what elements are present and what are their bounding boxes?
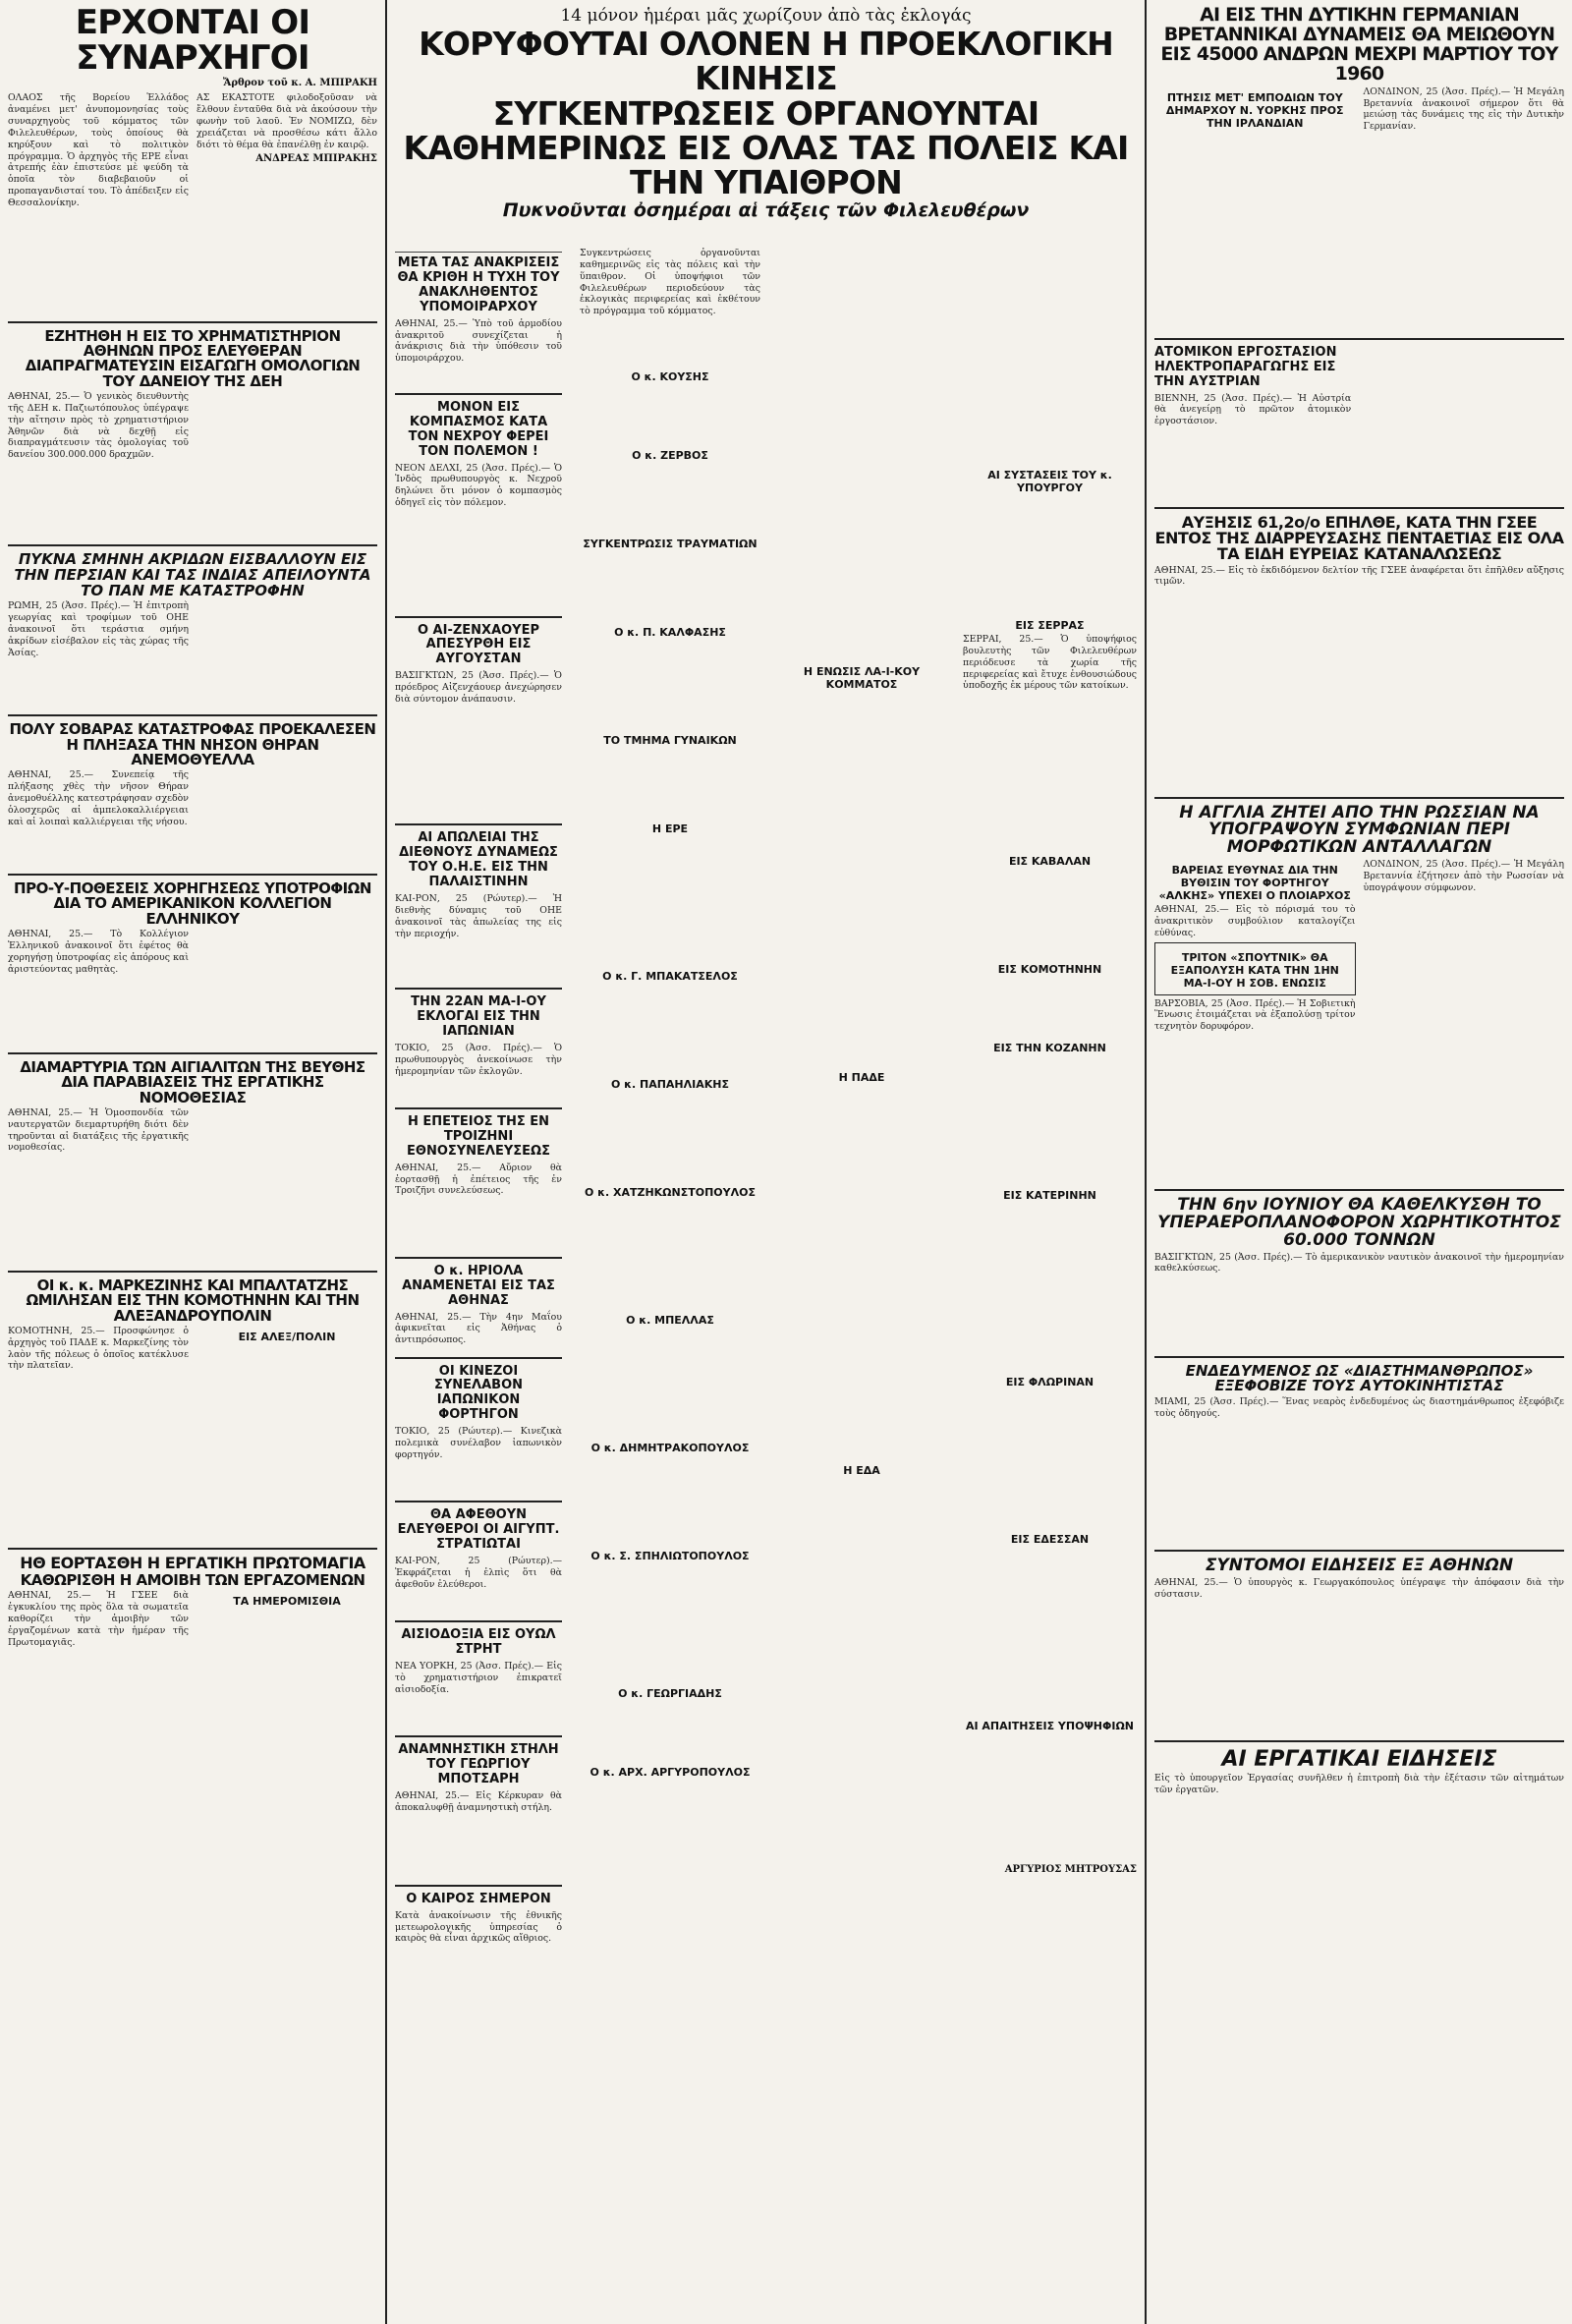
editorial-byline: Ἄρθρον τοῦ κ. Α. ΜΠΙΡΑΚΗ [223,78,377,89]
story-title: Η ΕΠΕΤΕΙΟΣ ΤΗΣ ΕΝ ΤΡΟΙΖΗΝΙ ΕΘΝΟΣΥΝΕΛΕΥΣΕΩΣ [407,1113,550,1159]
section-subhead: ΣΥΓΚΕΝΤΡΩΣΙΣ ΤΡΑΥΜΑΤΙΩΝ [583,538,758,550]
story-title: ΟΙ ΚΙΝΕΖΟΙ ΣΥΝΕΛΑΒΟΝ ΙΑΠΩΝΙΚΟΝ ΦΟΡΤΗΓΟΝ [433,1363,524,1423]
divider [8,544,377,546]
center-left-column [387,248,570,2324]
story-text: ΚΑΙ-ΡΟΝ, 25 (Ρώυτερ).— Ἡ διεθνὴς δύναμις τοῦ ΟΗΕ ἀνακοινοῖ τὰς ἀπωλείας της εἰς τὴν περιοχήν. [395,893,562,939]
section-subhead: ΕΙΣ ΦΛΩΡΙΝΑΝ [1005,1376,1095,1389]
section-subhead: ΑΙ ΣΥΣΤΑΣΕΙΣ ΤΟΥ κ. ΥΠΟΥΡΓΟΥ [987,469,1112,494]
story-text: ΑΘΗΝΑΙ, 25.— Ἡ ΓΣΕΕ διὰ ἐγκυκλίου της πρὸς ὅλα τὰ σωματεῖα καθορίζει τὴν ἀμοιβὴν τῶν ἐργαζομένων κατὰ τὴν ἡμέραν τῆς Πρωτομαγιᾶς. [8,1590,189,1648]
story-text: Συγκεντρώσεις ὀργανοῦνται καθημερινῶς εἰς τὰς πόλεις καὶ τὴν ὕπαιθρον. Οἱ ὑποψήφιοι τῶν Φιλελευθέρων περιοδεύουν τὰς ἐκλογικὰς περιφερείας καὶ ἐκθέτουν τὸ πρόγραμμα τοῦ κόμματος. [580,248,760,317]
story-title: ΑΥΞΗΣΙΣ 61,2ο/ο ΕΠΗΛΘΕ, ΚΑΤΑ ΤΗΝ ΓΣΕΕ ΕΝΤΟΣ ΤΗΣ ΔΙΑΡΡΕΥΣΑΣΗΣ ΠΕΝΤΑΕΤΙΑΣ ΕΙΣ ΟΛΑ ΤΑ ΕΙΔΗ ΕΥΡΕΙΑΣ ΚΑΤΑΝΑΛΩΣΕΩΣ [1154,512,1564,564]
story-text: ΑΘΗΝΑΙ, 25.— Ὁ γενικὸς διευθυντὴς τῆς ΔΕΗ κ. Παζιωτόπουλος ὑπέγραψε τὴν αἴτησιν πρὸς τὸ χρηματιστήριον Ἀθηνῶν διὰ νὰ δεχθῇ εἰς διαπραγμάτευσιν τὰς ὁμολογίας τοῦ δανείου 300.000.000 δραχμῶν. [8,391,189,461]
story-text: ΑΘΗΝΑΙ, 25.— Εἰς τὸ ἐκδιδόμενον δελτίον τῆς ΓΣΕΕ ἀναφέρεται ὅτι ἐπῆλθεν αὔξησις τιμῶν. [1154,564,1564,588]
right-column [1147,0,1572,2324]
divider [8,1548,377,1550]
story-title: ΑΤΟΜΙΚΟΝ ΕΡΓΟΣΤΑΣΙΟΝ ΗΛΕΚΤΡΟΠΑΡΑΓΩΓΗΣ ΕΙΣ ΤΗΝ ΑΥΣΤΡΙΑΝ [1154,344,1337,389]
divider [8,321,377,323]
section-subhead: ΕΙΣ ΚΟΜΟΤΗΝΗΝ [997,963,1102,976]
masthead-subhead: Πυκνοῦνται ὀσημέραι αἱ τάξεις τῶν Φιλελευθέρων [502,199,1030,222]
story-text: ΚΟΜΟΤΗΝΗ, 25.— Προσφώνησε ὁ ἀρχηγὸς τοῦ ΠΑΔΕ κ. Μαρκεζίνης τὸν λαὸν τῆς πόλεως ὁ ὁποῖος κατέκλυσε τὴν πλατεῖαν. [8,1325,189,1372]
story-title: Η ΑΓΓΛΙΑ ΖΗΤΕΙ ΑΠΟ ΤΗΝ ΡΩΣΣΙΑΝ ΝΑ ΥΠΟΓΡΑΨΟΥΝ ΣΥΜΦΩΝΙΑΝ ΠΕΡΙ ΜΟΡΦΩΤΙΚΩΝ ΑΝΤΑΛΛΑΓΩΝ [1179,802,1540,858]
center-middle-column-2 [768,248,955,2324]
story-text: ΡΩΜΗ, 25 (Ἀσσ. Πρές).— Ἡ ἐπιτροπὴ γεωργίας καὶ τροφίμων τοῦ ΟΗΕ ἀνακοινοῖ ὅτι τεράστια σμήνη ἀκρίδων εἰσέβαλον εἰς τὰς χώρας τῆς Ἀσίας. [8,600,189,658]
story-title: ΑΙ ΕΡΓΑΤΙΚΑΙ ΕΙΔΗΣΕΙΣ [1221,1746,1497,1772]
story-text: ΑΘΗΝΑΙ, 25.— Αὔριον θὰ ἑορτασθῇ ἡ ἐπέτειος τῆς ἐν Τροιζῆνι συνελεύσεως. [395,1162,562,1197]
story-subhead: ΠΤΗΣΙΣ ΜΕΤ' ΕΜΠΟΔΙΩΝ ΤΟΥ ΔΗΜΑΡΧΟΥ Ν. ΥΟΡΚΗΣ ΠΡΟΣ ΤΗΝ ΙΡΛΑΝΔΙΑΝ [1165,90,1344,130]
story-title: ΜΟΝΟΝ ΕΙΣ ΚΟΜΠΑΣΜΟΣ ΚΑΤΑ ΤΟΝ ΝΕΧΡΟΥ ΦΕΡΕΙ ΤΟΝ ΠΟΛΕΜΟΝ ! [408,399,549,459]
center-right-column [955,248,1145,2324]
section-subhead: Ο κ. Σ. ΣΠΗΛΙΩΤΟΠΟΥΛΟΣ [590,1550,750,1562]
story-text: ΑΘΗΝΑΙ, 25.— Ἡ Ὁμοσπονδία τῶν ναυτεργατῶν διεμαρτυρήθη διότι δὲν τηροῦνται αἱ διατάξεις τῆς ἐργατικῆς νομοθεσίας. [8,1106,189,1154]
section-subhead: Ο κ. ΖΕΡΒΟΣ [632,449,708,462]
section-subhead: Η ΕΝΩΣΙΣ ΛΑ-Ι-ΚΟΥ ΚΟΜΜΑΤΟΣ [803,665,921,691]
section-subhead: ΕΙΣ ΤΗΝ ΚΟΖΑΝΗΝ [993,1042,1106,1054]
section-subhead: ΕΙΣ ΚΑΤΕΡΙΝΗΝ [1003,1189,1096,1202]
story-text: ΑΘΗΝΑΙ, 25.— Εἰς τὸ πόρισμά του τὸ ἀνακριτικὸν συμβούλιον καταλογίζει εὐθύνας. [1154,904,1356,938]
masthead-headline-2: ΣΥΓΚΕΝΤΡΩΣΕΙΣ ΟΡΓΑΝΟΥΝΤΑΙ ΚΑΘΗΜΕΡΙΝΩΣ ΕΙΣ ΟΛΑΣ ΤΑΣ ΠΟΛΕΙΣ ΚΑΙ ΤΗΝ ΥΠΑΙΘΡΟΝ [403,94,1129,201]
story-subhead: ΒΑΡΕΙΑΣ ΕΥΘΥΝΑΣ ΔΙΑ ΤΗΝ ΒΥΘΙΣΙΝ ΤΟΥ ΦΟΡΤΗΓΟΥ «ΑΛΚΗΣ» ΥΠΕΧΕΙ Ο ΠΛΟΙΑΡΧΟΣ [1158,864,1351,903]
story-text: Κατὰ ἀνακοίνωσιν τῆς ἐθνικῆς μετεωρολογικῆς ὑπηρεσίας ὁ καιρὸς θὰ εἶναι ἀρχικῶς αἴθριος. [395,1909,562,1945]
story-title: Ο κ. ΗΡΙΟΛΑ ΑΝΑΜΕΝΕΤΑΙ ΕΙΣ ΤΑΣ ΑΘΗΝΑΣ [402,1263,555,1308]
divider [8,714,377,716]
story-title: ΜΕΤΑ ΤΑΣ ΑΝΑΚΡΙΣΕΙΣ ΘΑ ΚΡΙΘΗ Η ΤΥΧΗ ΤΟΥ ΑΝΑΚΛΗΘΕΝΤΟΣ ΥΠΟΜΟΙΡΑΡΧΟΥ [397,255,560,314]
section-subhead: Ο κ. ΜΠΕΛΛΑΣ [626,1314,714,1327]
story-title: ΣΥΝΤΟΜΟΙ ΕΙΔΗΣΕΙΣ ΕΞ ΑΘΗΝΩΝ [1205,1556,1514,1576]
masthead-kicker: 14 μόνον ἡμέραι μᾶς χωρίζουν ἀπὸ τὰς ἐκλογάς [560,6,972,26]
story-text: ΑΘΗΝΑΙ, 25.— Εἰς Κέρκυραν θὰ ἀποκαλυφθῇ ἀναμνηστικὴ στήλη. [395,1789,562,1813]
story-text: ΤΟΚΙΟ, 25 (Ρώυτερ).— Κινεζικὰ πολεμικὰ συνέλαβον ἰαπωνικὸν φορτηγόν. [395,1426,562,1460]
divider [8,1052,377,1054]
story-title: ΤΗΝ 22ΑΝ ΜΑ-Ι-ΟΥ ΕΚΛΟΓΑΙ ΕΙΣ ΤΗΝ ΙΑΠΩΝΙΑΝ [411,994,546,1039]
editorial-text-2: ΑΣ ΕΚΑΣΤΟΤΕ φιλοδοξοῦσαν νὰ ἔλθουν ἐνταῦθα διὰ νὰ ἀκούσουν τὴν φωνὴν τοῦ λαοῦ. Ἐν ΝΟΜΙΖΩ, δὲν χρειάζεται νὰ προσθέσω κάτι ἄλλο διότι τὸ θέμα θὰ ἐπανέλθῃ ἐν καιρῷ. [196,92,377,150]
section-subhead: Ο κ. ΔΗΜΗΤΡΑΚΟΠΟΥΛΟΣ [590,1442,750,1454]
story-subhead: ΕΙΣ ΑΛΕΞ/ΠΟΛΙΝ [238,1330,336,1343]
story-title: ΕΝΔΕΔΥΜΕΝΟΣ ΩΣ «ΔΙΑΣΤΗΜΑΝΘΡΩΠΟΣ» ΕΞΕΦΟΒΙΖΕ ΤΟΥΣ ΑΥΤΟΚΙΝΗΤΙΣΤΑΣ [1185,1361,1534,1395]
center-masthead [387,0,1145,255]
story-text: ΒΑΣΙΓΚΤΩΝ, 25 (Ἀσσ. Πρές).— Ὁ πρόεδρος Αἰζενχάουερ ἀνεχώρησεν διὰ σύντομον ἀνάπαυσιν. [395,670,562,705]
editorial-body [8,92,377,208]
story-title: ΑΙ ΑΠΩΛΕΙΑΙ ΤΗΣ ΔΙΕΘΝΟΥΣ ΔΥΝΑΜΕΩΣ ΤΟΥ Ο.Η.Ε. ΕΙΣ ΤΗΝ ΠΑΛΑΙΣΤΙΝΗΝ [399,830,558,890]
section-subhead: ΕΙΣ ΣΕΡΡΑΣ [1015,619,1085,632]
section-subhead: Ο κ. Γ. ΜΠΑΚΑΤΣΕΛΟΣ [602,970,738,983]
story-text: ΝΕΟΝ ΔΕΛΧΙ, 25 (Ἀσσ. Πρές).— Ὁ Ἰνδὸς πρωθυπουργὸς κ. Νεχροῦ δηλώνει ὅτι μόνον ὁ κομπασμὸς ὁδηγεῖ εἰς τὸν πόλεμον. [395,462,562,509]
signature: ΑΡΓΥΡΙΟΣ ΜΗΤΡΟΥΣΑΣ [1004,1864,1137,1875]
section-subhead: Ο κ. ΓΕΩΡΓΙΑΔΗΣ [618,1687,722,1700]
masthead-headline-1: ΚΟΡΥΦΟΥΤΑΙ ΟΛΟΝΕΝ Η ΠΡΟΕΚΛΟΓΙΚΗ ΚΙΝΗΣΙΣ [419,25,1113,97]
section-subhead: ΕΙΣ ΕΔΕΣΣΑΝ [1010,1533,1090,1546]
story-title: ΔΙΑΜΑΡΤΥΡΙΑ ΤΩΝ ΑΙΓΙΑΛΙΤΩΝ ΤΗΣ ΒΕΥΘΗΣ ΔΙΑ ΠΑΡΑΒΙΑΣΕΙΣ ΤΗΣ ΕΡΓΑΤΙΚΗΣ ΝΟΜΟΘΕΣΙΑΣ [20,1058,365,1106]
story-title: ΑΝΑΜΝΗΣΤΙΚΗ ΣΤΗΛΗ ΤΟΥ ΓΕΩΡΓΙΟΥ ΜΠΟΤΣΑΡΗ [398,1741,559,1786]
section-subhead: ΤΟ ΤΜΗΜΑ ΓΥΝΑΙΚΩΝ [603,734,737,747]
story-title: ΑΙ ΕΙΣ ΤΗΝ ΔΥΤΙΚΗΝ ΓΕΡΜΑΝΙΑΝ ΒΡΕΤΑΝΝΙΚΑΙ ΔΥΝΑΜΕΙΣ ΘΑ ΜΕΙΩΘΟΥΝ ΕΙΣ 45000 ΑΝΔΡΩΝ ΜΕΧΡΙ ΜΑΡΤΙΟΥ ΤΟΥ 1960 [1160,4,1558,85]
editorial-title: ΕΡΧΟΝΤΑΙ ΟΙ ΣΥΝΑΡΧΗΓΟΙ [75,3,310,78]
section-subhead: Η ΕΡΕ [651,822,689,835]
story-text: ΝΕΑ ΥΟΡΚΗ, 25 (Ἀσσ. Πρές).— Εἰς τὸ χρηματιστήριον ἐπικρατεῖ αἰσιοδοξία. [395,1660,562,1695]
section-subhead: Η ΕΔΑ [843,1464,880,1477]
story-title: Ο ΑΙ-ΖΕΝΧΑΟΥΕΡ ΑΠΕΣΥΡΘΗ ΕΙΣ ΑΥΓΟΥΣΤΑΝ [417,622,539,667]
center-middle-column [572,248,768,2324]
story-title: Ο ΚΑΙΡΟΣ ΣΗΜΕΡΟΝ [406,1891,551,1906]
editorial-signature: ΑΝΔΡΕΑΣ ΜΠΙΡΑΚΗΣ [255,152,377,164]
story-text: ΛΟΝΔΙΝΟΝ, 25 (Ἀσσ. Πρές).— Ἡ Μεγάλη Βρεταννία ἐζήτησεν ἀπὸ τὴν Ρωσσίαν νὰ ὑπογράψουν σύμφωνον. [1363,859,1564,893]
story-text: ΒΑΡΣΟΒΙΑ, 25 (Ἀσσ. Πρές).— Ἡ Σοβιετικὴ Ἕνωσις ἑτοιμάζεται νὰ ἐξαπολύσῃ τρίτον τεχνητὸν δορυφόρον. [1154,997,1356,1033]
left-column [0,0,385,2324]
story-text: ΑΘΗΝΑΙ, 25.— Ὁ ὑπουργὸς κ. Γεωργακόπουλος ὑπέγραψε τὴν ἀπόφασιν διὰ τὴν σύστασιν. [1154,1576,1564,1600]
section-subhead: ΕΙΣ ΚΑΒΑΛΑΝ [1008,855,1092,868]
story-text: ΛΟΝΔΙΝΟΝ, 25 (Ἀσσ. Πρές).— Ἡ Μεγάλη Βρεταννία ἀνακοινοῖ σήμερον ὅτι θὰ μειώσῃ τὰς δυνάμεις της εἰς τὴν Δυτικὴν Γερμανίαν. [1363,85,1564,133]
story-title: ΠΥΚΝΑ ΣΜΗΝΗ ΑΚΡΙΔΩΝ ΕΙΣΒΑΛΛΟΥΝ ΕΙΣ ΤΗΝ ΠΕΡΣΙΑΝ ΚΑΙ ΤΑΣ ΙΝΔΙΑΣ ΑΠΕΙΛΟΥΝΤΑ ΤΟ ΠΑΝ ΜΕ ΚΑΤΑΣΤΡΟΦΗΝ [14,550,371,599]
story-text: ΣΕΡΡΑΙ, 25.— Ὁ ὑποψήφιος βουλευτὴς τῶν Φιλελευθέρων περιόδευσε τὰ χωρία τῆς περιφερείας καὶ ἔτυχε ἐνθουσιώδους ὑποδοχῆς ἐκ μέρους τῶν κατοίκων. [963,634,1137,692]
section-subhead: Ο κ. ΧΑΤΖΗΚΩΝΣΤΟΠΟΥΛΟΣ [584,1186,757,1199]
section-subhead: Ο κ. ΠΑΠΑΗΛΙΑΚΗΣ [610,1078,729,1091]
story-text: ΒΙΕΝΝΗ, 25 (Ἀσσ. Πρές).— Ἡ Αὐστρία θὰ ἀνεγείρῃ τὸ πρῶτον ἀτομικὸν ἐργοστάσιον. [1154,392,1352,427]
story-text: Εἰς τὸ ὑπουργεῖον Ἐργασίας συνῆλθεν ἡ ἐπιτροπὴ διὰ τὴν ἐξέτασιν τῶν αἰτημάτων τῶν ἐργατῶν. [1154,1773,1564,1795]
story-subhead: ΤΡΙΤΟΝ «ΣΠΟΥΤΝΙΚ» ΘΑ ΕΞΑΠΟΛΥΣΗ ΚΑΤΑ ΤΗΝ 1ΗΝ ΜΑ-Ι-ΟΥ Η ΣΟΒ. ΕΝΩΣΙΣ [1170,950,1339,990]
story-title: ΘΑ ΑΦΕΘΟΥΝ ΕΛΕΥΘΕΡΟΙ ΟΙ ΑΙΓΥΠΤ. ΣΤΡΑΤΙΩΤΑΙ [397,1507,560,1553]
story-title: ΠΟΛΥ ΣΟΒΑΡΑΣ ΚΑΤΑΣΤΡΟΦΑΣ ΠΡΟΕΚΑΛΕΣΕΝ Η ΠΛΗΞΑΣΑ ΤΗΝ ΝΗΣΟΝ ΘΗΡΑΝ ΑΝΕΜΟΘΥΕΛΛΑ [9,720,376,768]
divider [8,1271,377,1273]
section-subhead: ΑΙ ΑΠΑΙΤΗΣΕΙΣ ΥΠΟΨΗΦΙΩΝ [965,1720,1134,1732]
divider [8,874,377,876]
editorial-text: ΟΛΑΟΣ τῆς Βορείου Ἑλλάδος ἀναμένει μετ' ἀνυπομονησίας τοὺς συναρχηγοὺς τοῦ κόμματος τῶν Φιλελευθέρων, τοὺς ὁποίους θὰ κηρύξουν καὶ τὸ πολιτικὸν πρόγραμμα. Ὁ ἀρχηγὸς τῆς ΕΡΕ εἶναι ἀτρεπής ἐὰν ἐπιστεύσε μὲ ψεύδη τὰ ὁποῖα τὸν διαβεβαιοῦν οἱ προπαγανδισταί του. Τὸ ἀπέδειξεν εἰς Θεσσαλονίκην. [8,92,189,208]
story-title: ΗΘ ΕΟΡΤΑΣΘΗ Η ΕΡΓΑΤΙΚΗ ΠΡΩΤΟΜΑΓΙΑ [20,1553,365,1572]
story-text: ΜΙΑΜΙ, 25 (Ἀσσ. Πρές).— Ἕνας νεαρὸς ἐνδεδυμένος ὡς διαστημάνθρωπος ἐξεφόβιζε τοὺς ὁδηγούς. [1154,1396,1564,1419]
story-title: ΠΡΟ-Υ-ΠΟΘΕΣΕΙΣ ΧΟΡΗΓΗΣΕΩΣ ΥΠΟΤΡΟΦΙΩΝ ΔΙΑ ΤΟ ΑΜΕΡΙΚΑΝΙΚΟΝ ΚΟΛΛΕΓΙΟΝ ΕΛΛΗΝΙΚΟΥ [14,879,371,928]
section-subhead: Ο κ. Π. ΚΑΛΦΑΣΗΣ [614,626,726,639]
story-title: ΟΙ κ. κ. ΜΑΡΚΕΖΙΝΗΣ ΚΑΙ ΜΠΑΛΤΑΤΖΗΣ ΩΜΙΛΗΣΑΝ ΕΙΣ ΤΗΝ ΚΟΜΟΤΗΝΗΝ ΚΑΙ ΤΗΝ ΑΛΕΞΑΝΔΡΟΥΠΟΛΙΝ [26,1275,360,1325]
story-title: ΤΗΝ 6ην ΙΟΥΝΙΟΥ ΘΑ ΚΑΘΕΛΚΥΣΘΗ ΤΟ ΥΠΕΡΑΕΡΟΠΛΑΝΟΦΟΡΟΝ ΧΩΡΗΤΙΚΟΤΗΤΟΣ 60.000 ΤΟΝΝΩΝ [1157,1195,1561,1250]
section-subhead: Ο κ. ΑΡΧ. ΑΡΓΥΡΟΠΟΥΛΟΣ [590,1766,751,1779]
story-title: ΕΖΗΤΗΘΗ Η ΕΙΣ ΤΟ ΧΡΗΜΑΤΙΣΤΗΡΙΟΝ ΑΘΗΝΩΝ ΠΡΟΣ ΕΛΕΥΘΕΡΑΝ ΔΙΑΠΡΑΓΜΑΤΕΥΣΙΝ ΕΙΣΑΓΩΓΗ ΟΜΟΛΟΓΙΩΝ ΤΟΥ ΔΑΝΕΙΟΥ ΤΗΣ ΔΕΗ [25,326,361,390]
story-text: ΑΘΗΝΑΙ, 25.— Ὑπὸ τοῦ ἀρμοδίου ἀνακριτοῦ συνεχίζεται ἡ ἀνάκρισις διὰ τὴν ὑπόθεσιν τοῦ ὑπομοιράρχου. [395,317,562,365]
story-subhead: ΤΑ ΗΜΕΡΟΜΙΣΘΙΑ [233,1595,341,1609]
story-text: ΒΑΣΙΓΚΤΩΝ, 25 (Ἀσσ. Πρές).— Τὸ ἀμερικανικὸν ναυτικὸν ἀνακοινοῖ τὴν ἡμερομηνίαν καθελκύσεως. [1154,1251,1564,1275]
section-subhead: Η ΠΑΔΕ [838,1071,885,1084]
story-text: ΑΘΗΝΑΙ, 25.— Συνεπείᾳ τῆς πλήξασης χθὲς τὴν νῆσον Θήραν ἀνεμοθυέλλης κατεστράφησαν σχεδὸν ὁλοσχερῶς αἱ ἀμπελοκαλλιέργειαι καὶ αἱ λοιπαὶ καλλιέργειαι τῆς νήσου. [8,769,189,827]
story-text: ΑΘΗΝΑΙ, 25.— Τὴν 4ην Μαΐου ἀφικνεῖται εἰς Ἀθήνας ὁ ἀντιπρόσωπος. [395,1311,562,1346]
story-text: ΚΑΙ-ΡΟΝ, 25 (Ρώυτερ).— Ἐκφράζεται ἡ ἐλπὶς ὅτι θὰ ἀφεθοῦν ἐλεύθεροι. [395,1556,562,1590]
story-subtitle: ΚΑΘΩΡΙΣΘΗ Η ΑΜΟΙΒΗ ΤΩΝ ΕΡΓΑΖΟΜΕΝΩΝ [20,1571,365,1590]
story-title: ΑΙΣΙΟΔΟΞΙΑ ΕΙΣ ΟΥΩΛ ΣΤΡΗΤ [401,1627,556,1657]
section-subhead: Ο κ. ΚΟΥΣΗΣ [631,370,709,383]
story-text: ΑΘΗΝΑΙ, 25.— Τὸ Κολλέγιον Ἑλληνικοῦ ἀνακοινοῖ ὅτι ἐφέτος θὰ χορηγήσῃ ὑποτροφίας εἰς ἀπόρους καὶ ἀριστεύοντας μαθητὰς. [8,929,189,975]
boxed-headline [1154,942,1356,995]
story-text: ΤΟΚΙΟ, 25 (Ἀσσ. Πρές).— Ὁ πρωθυπουργὸς ἀνεκοίνωσε τὴν ἡμερομηνίαν τῶν ἐκλογῶν. [395,1042,562,1077]
